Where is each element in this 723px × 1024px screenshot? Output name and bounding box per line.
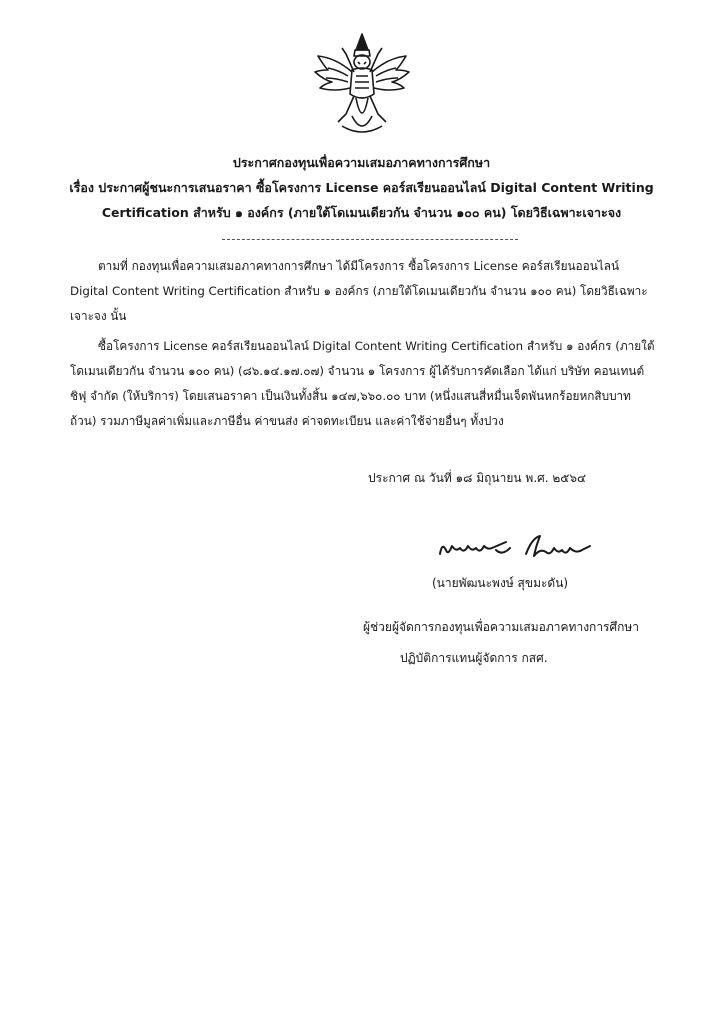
paragraph-line: ถ้วน) รวมภาษีมูลค่าเพิ่มและภาษีอื่น ค่าขนส่ง ค่าจดทะเบียน และค่าใช้จ่ายอื่นๆ ทั้งปวง	[70, 414, 504, 428]
paragraph-background	[70, 254, 670, 329]
subject-line-continued: Certification สำหรับ ๑ องค์กร (ภายใต้โดเมนเดียวกัน จำนวน ๑๐๐ คน) โดยวิธีเฉพาะเจาะจง	[101, 205, 622, 220]
paragraph-line: Digital Content Writing Certification สำหรับ ๑ องค์กร (ภายใต้โดเมนเดียวกัน จำนวน ๑๐๐ คน) โดยวิธีเฉพาะ	[70, 284, 648, 298]
paragraph-line: ตามที่ กองทุนเพื่อความเสมอภาคทางการศึกษา ได้มีโครงการ ซื้อโครงการ License คอร์สเรียนออนไลน์	[98, 259, 620, 273]
announcement-header	[60, 150, 663, 225]
signatory-name: (นายพัฒนะพงษ์ สุขมะดัน)	[432, 576, 569, 590]
signatory-title-line: ผู้ช่วยผู้จัดการกองทุนเพื่อความเสมอภาคทางการศึกษา	[363, 620, 640, 634]
paragraph-line: ซื้อโครงการ License คอร์สเรียนออนไลน์ Digital Content Writing Certification สำหรับ ๑ องค์กร (ภายใต้	[98, 339, 655, 353]
announcement-date: ประกาศ ณ วันที่ ๑๘ มิถุนายน พ.ศ. ๒๕๖๔	[368, 471, 587, 485]
handwritten-signature-icon	[436, 528, 596, 564]
paragraph-award	[70, 334, 670, 434]
paragraph-line: ชิฟุ จำกัด (ให้บริการ) โดยเสนอราคา เป็นเงินทั้งสิ้น ๑๔๗,๖๖๐.๐๐ บาท (หนึ่งแสนสี่หมื่นเจ็ดพันหกร้อยหกสิบบาท	[70, 389, 631, 403]
organization-title: ประกาศกองทุนเพื่อความเสมอภาคทางการศึกษา	[232, 155, 491, 170]
signatory-title	[363, 612, 683, 674]
subject-line: เรื่อง ประกาศผู้ชนะการเสนอราคา ซื้อโครงการ License คอร์สเรียนออนไลน์ Digital Content Writing	[69, 180, 654, 195]
paragraph-line: โดเมนเดียวกัน จำนวน ๑๐๐ คน) (๘๖.๑๔.๑๗.๐๗) จำนวน ๑ โครงการ ผู้ได้รับการคัดเลือก ได้แก่ บริษัท คอนเทนต์	[70, 364, 645, 378]
signatory-title-line: ปฏิบัติการแทนผู้จัดการ กสศ.	[400, 651, 548, 665]
paragraph-line: เจาะจง นั้น	[70, 309, 127, 323]
garuda-emblem-icon	[312, 32, 412, 140]
header-divider	[222, 239, 518, 240]
